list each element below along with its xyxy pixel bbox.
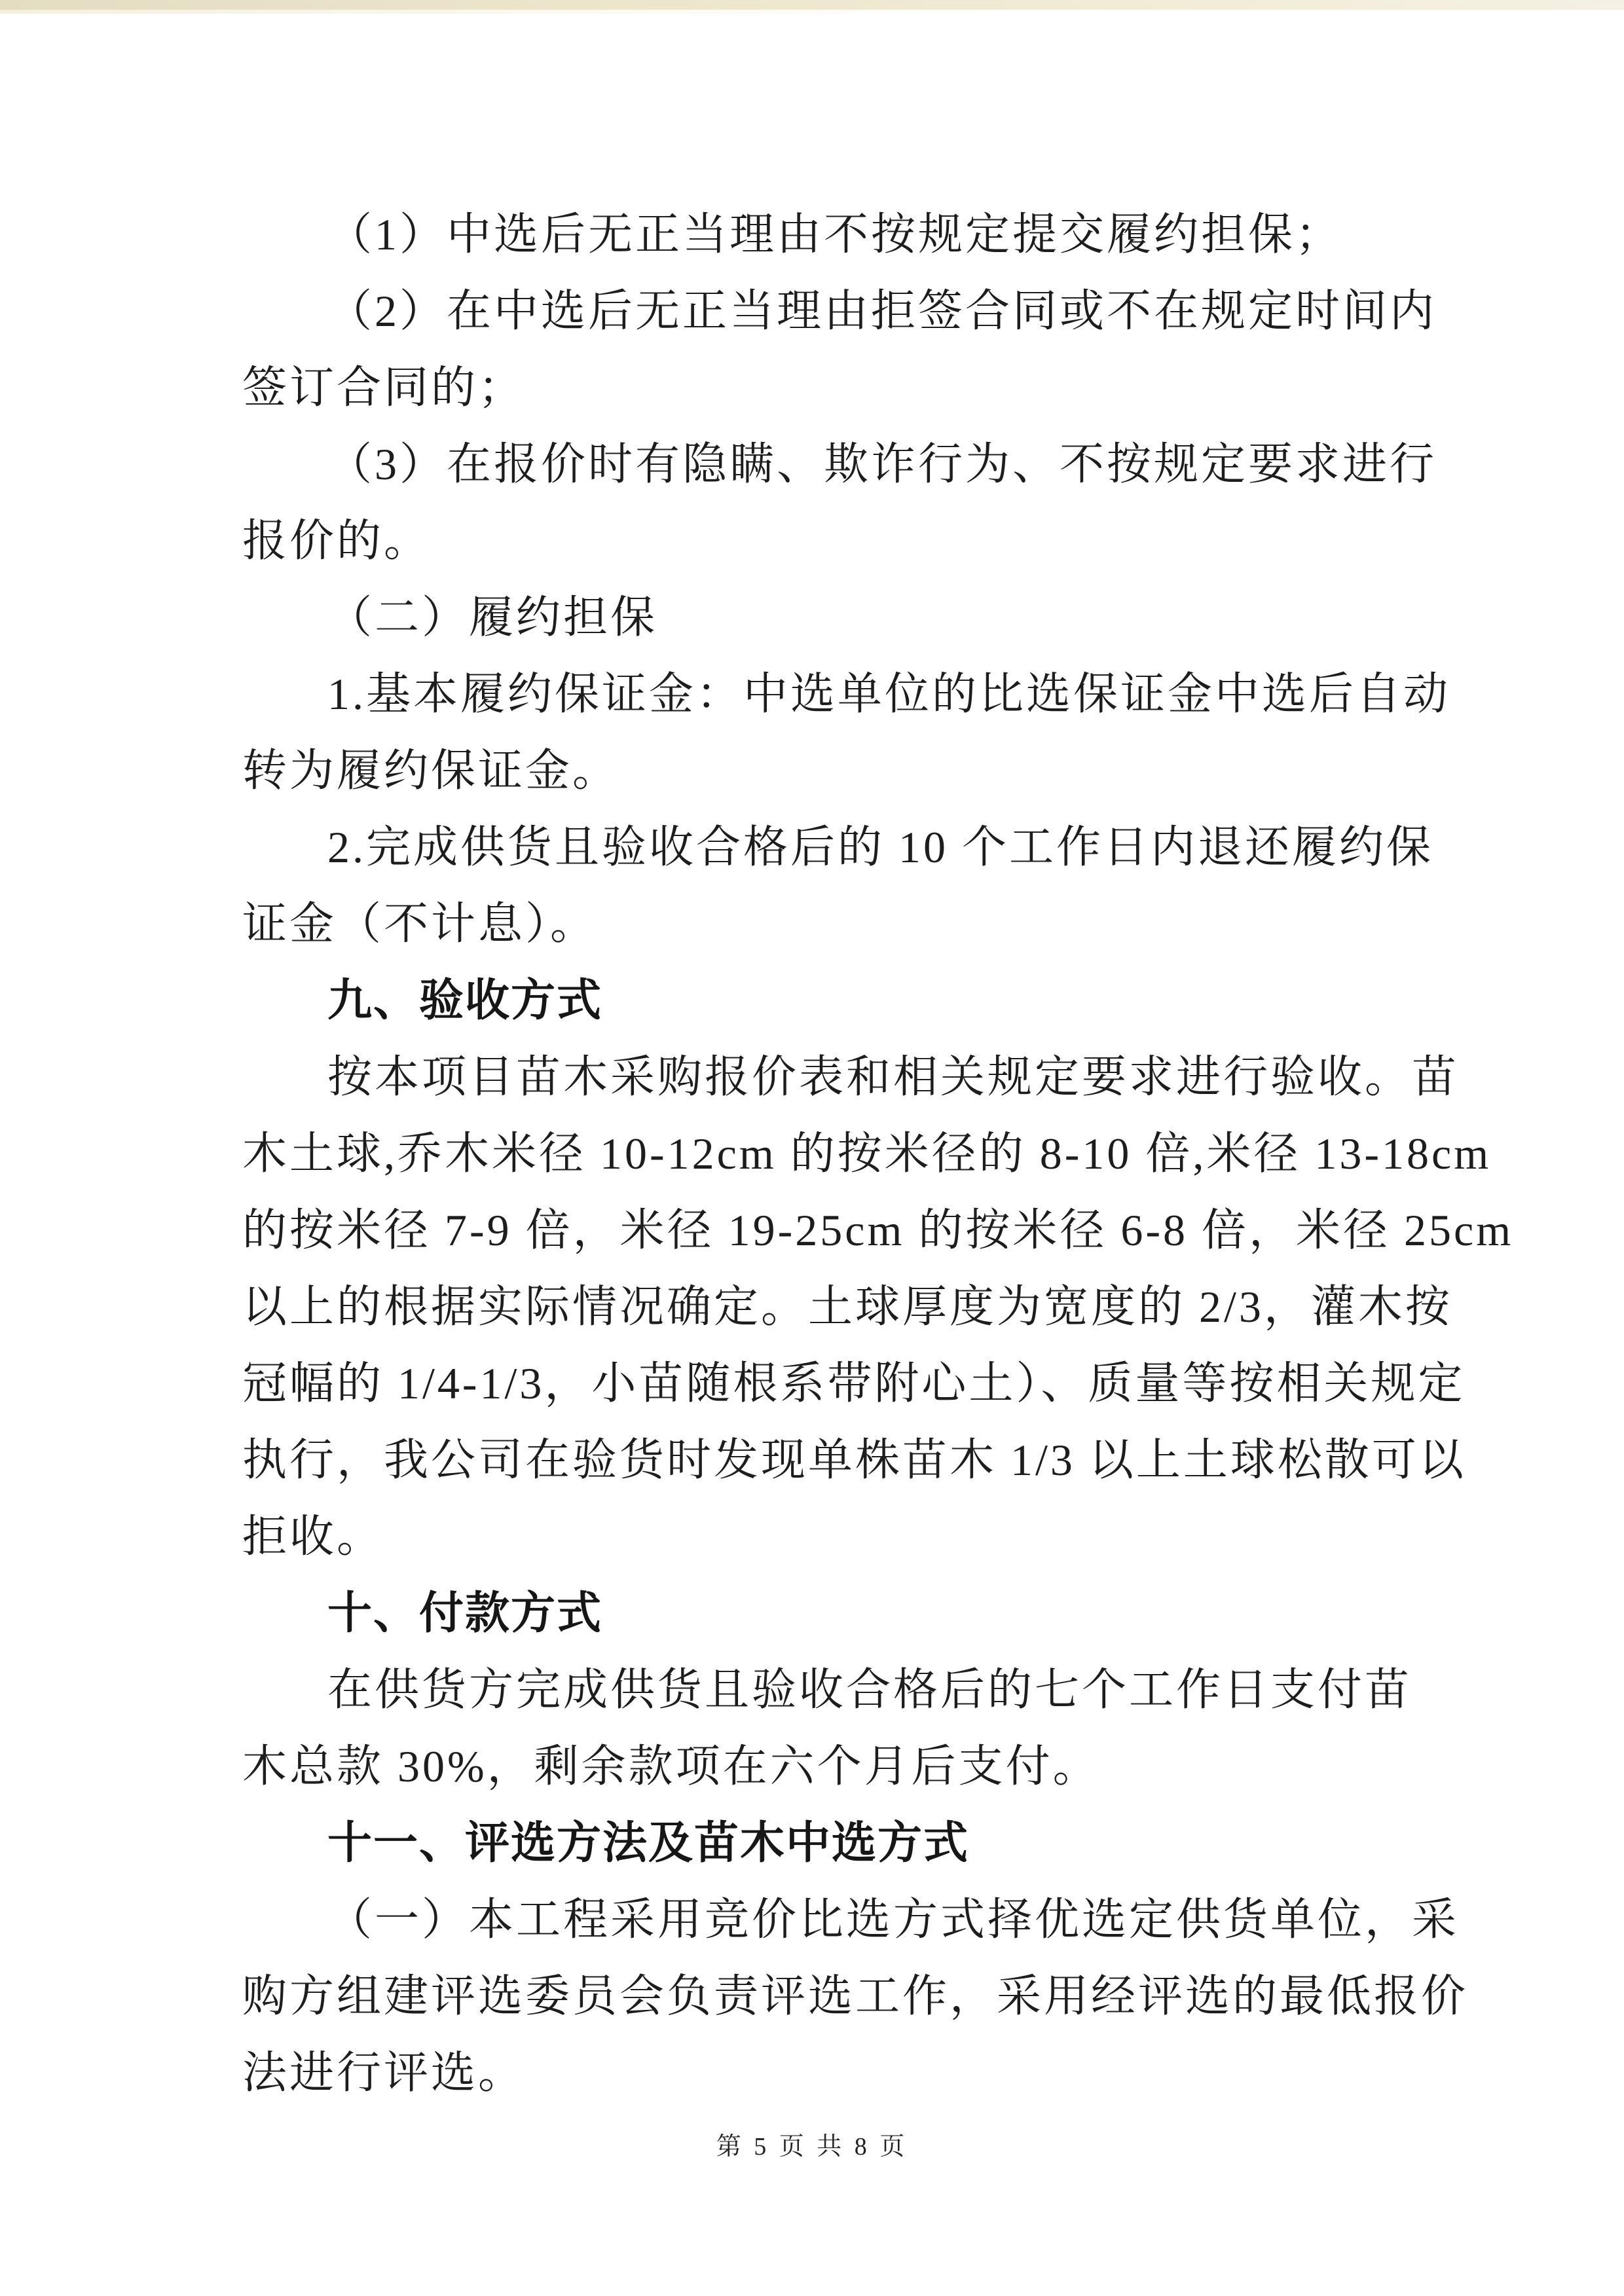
text-line-24: 购方组建评选委员会负责评选工作，采用经评选的最低报价 <box>242 1971 1469 2021</box>
text-line-19: 十、付款方式 <box>327 1588 603 1638</box>
text-line-12: 按本项目苗木采购报价表和相关规定要求进行验收。苗 <box>327 1052 1460 1102</box>
text-line-2: （2）在中选后无正当理由拒签合同或不在规定时间内 <box>327 286 1437 336</box>
text-line-8: 转为履约保证金。 <box>242 746 620 795</box>
text-line-22: 十一、评选方法及苗木中选方式 <box>327 1818 970 1868</box>
text-line-13: 木土球,乔木米径 10-12cm 的按米径的 8-10 倍,米径 13-18cm <box>242 1129 1492 1178</box>
text-line-18: 拒收。 <box>242 1512 384 1561</box>
text-line-23: （一）本工程采用竞价比选方式择优选定供货单位，采 <box>327 1895 1460 1944</box>
text-line-9: 2.完成供货且验收合格后的 10 个工作日内退还履约保 <box>327 822 1434 872</box>
scan-edge-artifact <box>0 0 1624 10</box>
text-line-10: 证金（不计息）。 <box>242 899 598 949</box>
text-line-15: 以上的根据实际情况确定。土球厚度为宽度的 2/3，灌木按 <box>242 1282 1452 1332</box>
text-line-7: 1.基本履约保证金：中选单位的比选保证金中选后自动 <box>327 669 1451 719</box>
text-line-5: 报价的。 <box>242 516 432 566</box>
text-line-14: 的按米径 7-9 倍，米径 19-25cm 的按米径 6-8 倍，米径 25cm <box>242 1205 1514 1255</box>
page-number: 第 5 页 共 8 页 <box>716 2133 908 2160</box>
text-line-3: 签订合同的； <box>242 363 526 412</box>
text-line-16: 冠幅的 1/4-1/3，小苗随根系带附心土）、质量等按相关规定 <box>242 1358 1466 1408</box>
text-line-20: 在供货方完成供货且验收合格后的七个工作日支付苗 <box>327 1665 1412 1715</box>
text-line-21: 木总款 30%，剩余款项在六个月后支付。 <box>242 1741 1100 1791</box>
scan-edge-artifact-secondary <box>0 10 1007 14</box>
text-line-4: （3）在报价时有隐瞒、欺诈行为、不按规定要求进行 <box>327 439 1437 489</box>
text-line-25: 法进行评选。 <box>242 2048 526 2098</box>
text-line-17: 执行，我公司在验货时发现单株苗木 1/3 以上土球松散可以 <box>242 1435 1466 1485</box>
text-line-6: （二）履约担保 <box>327 592 658 642</box>
page-footer <box>0 2126 1624 2167</box>
document-body <box>242 196 1559 2111</box>
text-line-11: 九、验收方式 <box>327 975 603 1025</box>
text-line-1: （1）中选后无正当理由不按规定提交履约担保； <box>327 210 1343 259</box>
